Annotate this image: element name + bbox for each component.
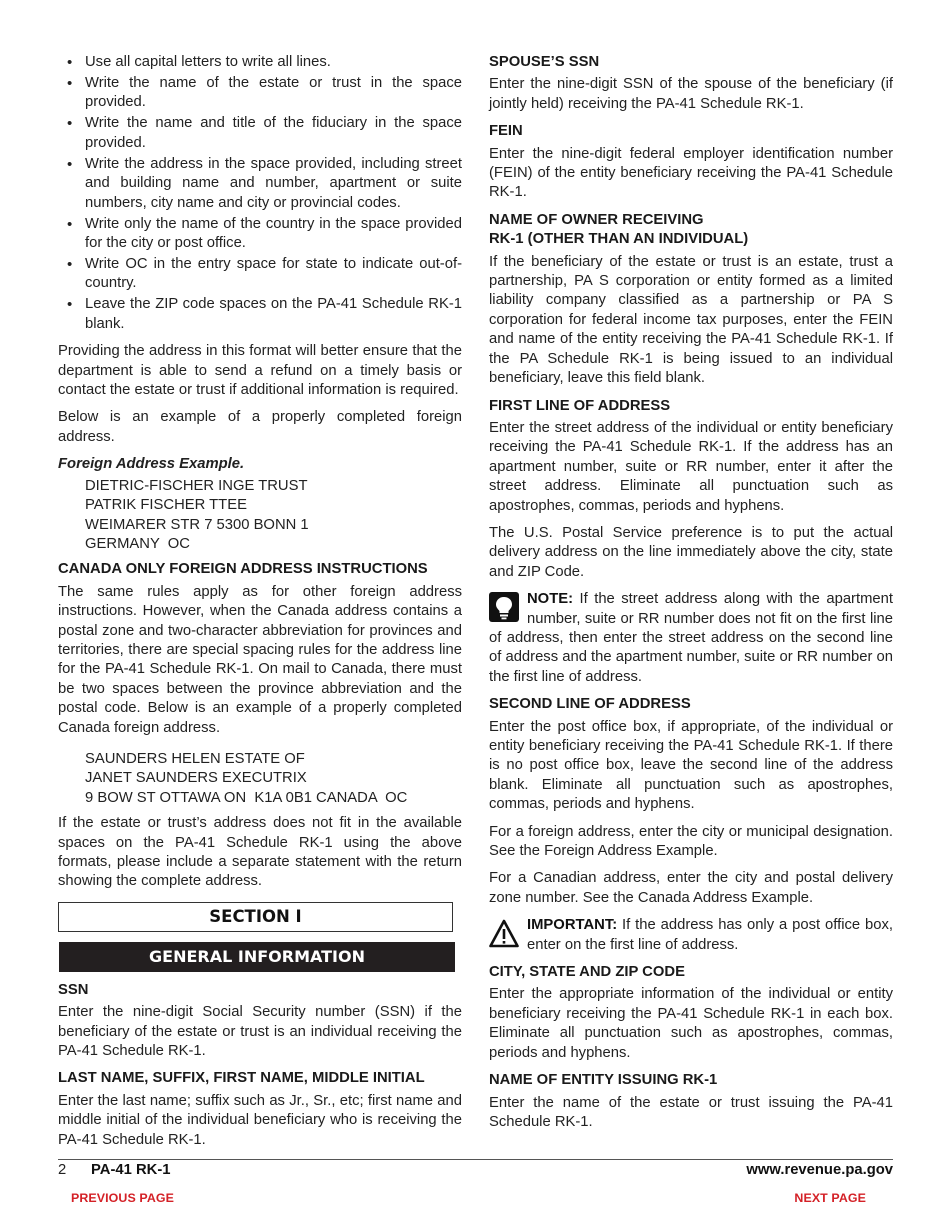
list-item: • Write only the name of the country in the space provided for the city or post office. — [58, 215, 462, 254]
name-heading: LAST NAME, SUFFIX, FIRST NAME, MIDDLE INITIAL — [58, 1070, 425, 1087]
address-line: 9 BOW ST OTTAWA ON K1A 0B1 CANADA OC — [85, 789, 408, 806]
left-column — [58, 53, 462, 1158]
note-label: NOTE: — [527, 591, 574, 608]
second-line-heading: SECOND LINE OF ADDRESS — [489, 696, 691, 713]
form-name: PA-41 RK-1 — [91, 1162, 171, 1178]
first-line-heading: FIRST LINE OF ADDRESS — [489, 397, 671, 414]
lightbulb-icon — [489, 592, 521, 624]
general-information-banner: GENERAL INFORMATION — [59, 942, 455, 972]
note-text: If the street address along with the apartment number, suite or RR number does not fit on the first line of address, then enter the street address on the second line of address and the apartment number, suite or RR number on the first line of address. — [489, 591, 893, 685]
important-label: IMPORTANT: — [527, 917, 618, 934]
second-line-paragraph: Enter the post office box, if appropriate, of the individual or entity beneficiary receiving the PA-41 Schedule RK-1. If there is no post office box, leave the second line of the address blank. Eliminate all punctuation such as apostrophes, commas, periods and hyphens. — [489, 718, 893, 813]
canada-address-example — [58, 750, 462, 808]
important-callout — [489, 916, 893, 955]
list-item: • Leave the ZIP code spaces on the PA-41 Schedule RK-1 blank. — [58, 295, 462, 334]
city-state-zip-heading: CITY, STATE AND ZIP CODE — [489, 964, 685, 981]
owner-heading-line-1: NAME OF OWNER RECEIVING — [489, 211, 704, 228]
list-item: • Write the name and title of the fiduciary in the space provided. — [58, 114, 462, 153]
footer-divider — [58, 1159, 893, 1160]
foreign-address-rules-list — [58, 53, 462, 334]
owner-paragraph: If the beneficiary of the estate or trust is an estate, trust a partnership, PA S corporation or entity formed as a limited liability company classified as a partnership or PA S corporation for federal income tax purposes, enter the FEIN and name of the entity receiving the PA-41 Schedule RK-1. If the PA Schedule RK-1 is being issued to an individual beneficiary, leave this field blank. — [489, 253, 893, 387]
list-item: • Write the name of the estate or trust in the space provided. — [58, 74, 462, 113]
canada-heading: CANADA ONLY FOREIGN ADDRESS INSTRUCTIONS — [58, 561, 428, 578]
note-callout — [489, 590, 893, 687]
next-page-link[interactable]: NEXT PAGE — [794, 1191, 866, 1205]
fein-heading: FEIN — [489, 123, 523, 140]
foreign-address-example — [58, 477, 462, 555]
foreign-example-title: Foreign Address Example. — [58, 456, 245, 473]
address-line: SAUNDERS HELEN ESTATE OF — [85, 750, 305, 767]
section-title: SECTION I — [58, 902, 453, 932]
address-line: PATRIK FISCHER TTEE — [85, 497, 247, 514]
important-text: If the address has only a post office box, enter on the first line of address. — [527, 917, 893, 953]
foreign-city-paragraph: For a foreign address, enter the city or municipal designation. See the Foreign Address Example. — [489, 823, 893, 860]
first-line-paragraph: Enter the street address of the individual or entity beneficiary receiving the PA-41 Schedule RK-1. If the address has an apartment number, suite or RR number, enter it after the street address. Eliminate all punctuation such as apostrophes, commas, periods and hyphens. — [489, 419, 893, 514]
ssn-heading: SSN — [58, 981, 89, 998]
usps-paragraph: The U.S. Postal Service preference is to put the actual delivery address on the line immediately above the city, state and ZIP Code. — [489, 524, 893, 580]
website-url: www.revenue.pa.gov — [746, 1162, 893, 1178]
canadian-city-paragraph: For a Canadian address, enter the city and postal delivery zone number. See the Canada Address Example. — [489, 870, 893, 906]
list-item: • Write OC in the entry space for state to indicate out-of-country. — [58, 255, 462, 294]
canada-paragraph: The same rules apply as for other foreign address instructions. However, when the Canada address contains a postal zone and two-character abbreviation for provinces and territories, there are special spacing rules for the address line for the PA-41 Schedule RK-1. On mail to Canada, there must be two spaces between the province abbreviation and the postal code. Below is an example of a properly completed Canada foreign address. — [58, 583, 462, 736]
address-line: WEIMARER STR 7 5300 BONN 1 — [85, 516, 309, 533]
warning-triangle-icon — [489, 918, 521, 950]
ssn-paragraph: Enter the nine-digit Social Security number (SSN) if the beneficiary of the estate or trust is an individual receiving the PA-41 Schedule RK-1. — [58, 1004, 462, 1060]
list-item: • Use all capital letters to write all lines. — [58, 53, 462, 72]
previous-page-link[interactable]: PREVIOUS PAGE — [71, 1191, 174, 1205]
list-item: • Write the address in the space provided, including street and building name and number, apartment or suite numbers, city name and city or provincial codes. — [58, 155, 462, 213]
entity-issuing-paragraph: Enter the name of the estate or trust issuing the PA-41 Schedule RK-1. — [489, 1094, 893, 1130]
page-number: 2 — [58, 1162, 67, 1178]
address-line: DIETRIC-FISCHER INGE TRUST — [85, 477, 308, 494]
address-not-fit-paragraph: If the estate or trust’s address does not fit in the available spaces on the PA-41 Schedule RK-1 using the above formats, please include a separate statement with the return showing the complete address. — [58, 815, 462, 890]
fein-paragraph: Enter the nine-digit federal employer identification number (FEIN) of the entity beneficiary receiving the PA-41 Schedule RK-1. — [489, 145, 893, 201]
spouse-ssn-heading: SPOUSE’S SSN — [489, 54, 600, 70]
entity-issuing-heading: NAME OF ENTITY ISSUING RK-1 — [489, 1072, 718, 1089]
right-column — [489, 53, 893, 1140]
owner-heading-line-2: RK-1 (OTHER THAN AN INDIVIDUAL) — [489, 231, 749, 248]
address-line: GERMANY OC — [85, 535, 190, 552]
name-paragraph: Enter the last name; suffix such as Jr., Sr., etc; first name and middle initial of the individual beneficiary who is receiving the PA-41 Schedule RK-1. — [58, 1092, 462, 1148]
example-intro-paragraph: Below is an example of a properly completed foreign address. — [58, 409, 462, 445]
providing-address-paragraph: Providing the address in this format will better ensure that the department is able to send a refund on a timely basis or contact the estate or trust if additional information is required. — [58, 343, 462, 399]
spouse-ssn-paragraph: Enter the nine-digit SSN of the spouse of the beneficiary (if jointly held) receiving the PA-41 Schedule RK-1. — [489, 76, 893, 112]
address-line: JANET SAUNDERS EXECUTRIX — [85, 770, 307, 787]
city-state-zip-paragraph: Enter the appropriate information of the individual or entity beneficiary receiving the PA-41 Schedule RK-1 in each box. Eliminate all punctuation such as apostrophes, commas, periods and hyphens. — [489, 986, 893, 1061]
